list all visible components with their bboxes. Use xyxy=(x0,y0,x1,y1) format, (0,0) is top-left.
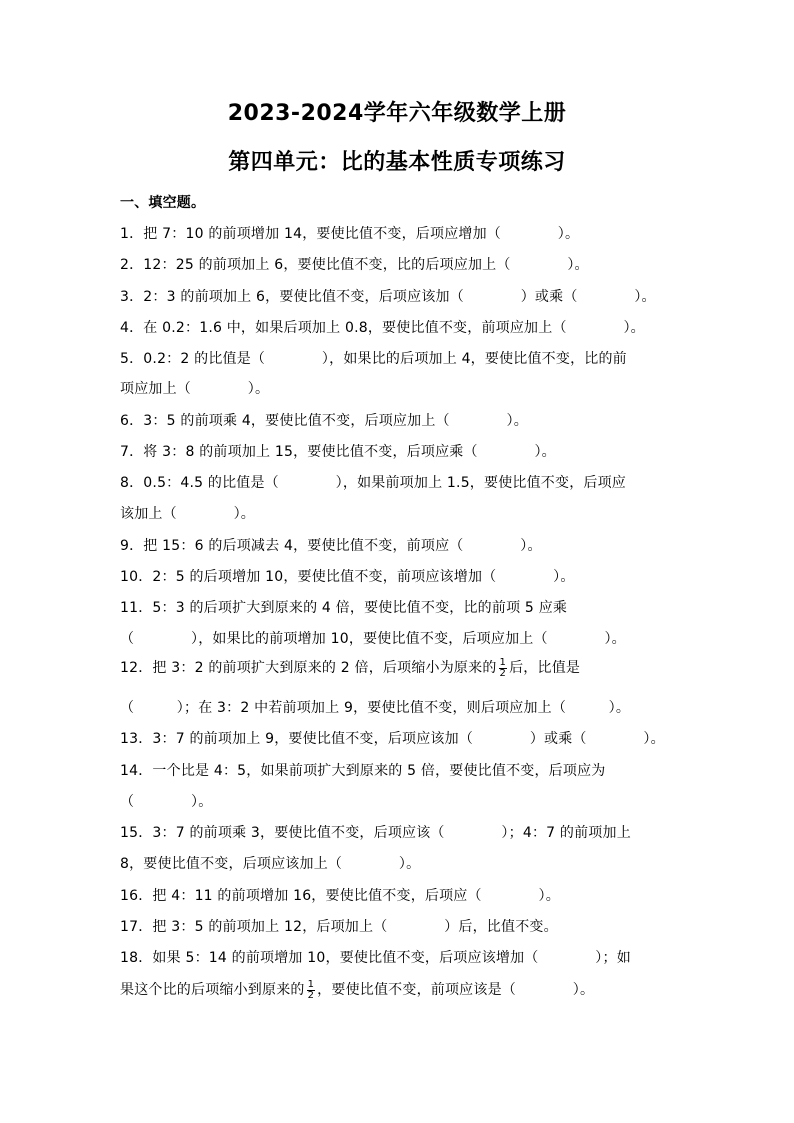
page-subtitle: 第四单元：比的基本性质专项练习 xyxy=(228,150,566,175)
question-15-line-2: 8，要使比值不变，后项应该加上（ ）。 xyxy=(120,856,421,872)
question-18-text-start: 果这个比的后项缩小到原来的 xyxy=(120,982,305,998)
question-16: 16．把 4：11 的前项增加 16，要使比值不变，后项应（ ）。 xyxy=(120,888,560,904)
question-18-text-end: ，要使比值不变，前项应该是（ ）。 xyxy=(317,982,595,998)
question-12-line-1 xyxy=(120,657,580,679)
page-title: 2023-2024学年六年级数学上册 xyxy=(227,101,567,126)
question-9: 9．把 15：6 的后项减去 4，要使比值不变，前项应（ ）。 xyxy=(120,538,542,554)
fraction-numerator: 1 xyxy=(499,656,507,668)
question-12-text-end: 后，比值是 xyxy=(509,660,581,676)
question-7: 7．将 3：8 的前项加上 15，要使比值不变，后项应乘（ ）。 xyxy=(120,444,556,460)
question-8-line-2: 该加上（ ）。 xyxy=(120,506,255,522)
question-14-line-2: （ ）。 xyxy=(120,794,213,810)
fraction-denominator: 2 xyxy=(307,989,315,1001)
question-4: 4．在 0.2：1.6 中，如果后项加上 0.8，要使比值不变，前项应加上（ ）。 xyxy=(120,320,645,336)
question-17: 17．把 3：5 的前项加上 12，后项加上（ ）后，比值不变。 xyxy=(120,919,558,935)
question-12-line-2: （ ）；在 3：2 中若前项加上 9，要使比值不变，则后项应加上（ ）。 xyxy=(120,700,631,716)
question-18-line-2 xyxy=(120,979,594,1001)
section-heading: 一、填空题。 xyxy=(120,195,206,211)
question-13: 13．3：7 的前项加上 9，要使比值不变，后项应该加（ ）或乘（ ）。 xyxy=(120,731,665,747)
question-1: 1．把 7：10 的前项增加 14，要使比值不变，后项应增加（ ）。 xyxy=(120,226,580,242)
question-3: 3．2：3 的前项加上 6，要使比值不变，后项应该加（ ）或乘（ ）。 xyxy=(120,289,656,305)
fraction-one-half xyxy=(499,658,508,679)
question-18-line-1: 18．如果 5：14 的前项增加 10，要使比值不变，后项应该增加（ ）；如 xyxy=(120,950,631,966)
fraction-one-half xyxy=(307,980,316,1001)
question-5-line-2: 项应加上（ ）。 xyxy=(120,381,270,397)
fraction-denominator: 2 xyxy=(499,667,507,679)
question-11-line-1: 11．5：3 的后项扩大到原来的 4 倍，要使比值不变，比的前项 5 应乘 xyxy=(120,600,568,616)
question-10: 10．2：5 的后项增加 10，要使比值不变，前项应该增加（ ）。 xyxy=(120,569,575,585)
question-14-line-1: 14．一个比是 4：5，如果前项扩大到原来的 5 倍，要使比值不变，后项应为 xyxy=(120,763,606,779)
question-6: 6．3：5 的前项乘 4，要使比值不变，后项应加上（ ）。 xyxy=(120,413,528,429)
question-11-line-2: （ ），如果比的前项增加 10，要使比值不变，后项应加上（ ）。 xyxy=(120,631,626,647)
question-5-line-1: 5．0.2：2 的比值是（ ），如果比的后项加上 4，要使比值不变，比的前 xyxy=(120,351,627,367)
fraction-numerator: 1 xyxy=(307,978,315,990)
question-15-line-1: 15．3：7 的前项乘 3，要使比值不变，后项应该（ ）；4：7 的前项加上 xyxy=(120,825,631,841)
question-2: 2．12：25 的前项加上 6，要使比值不变，比的后项应加上（ ）。 xyxy=(120,257,589,273)
question-8-line-1: 8．0.5：4.5 的比值是（ ），如果前项加上 1.5，要使比值不变，后项应 xyxy=(120,475,626,491)
question-12-text-start: 12．把 3：2 的前项扩大到原来的 2 倍，后项缩小为原来的 xyxy=(120,660,497,676)
